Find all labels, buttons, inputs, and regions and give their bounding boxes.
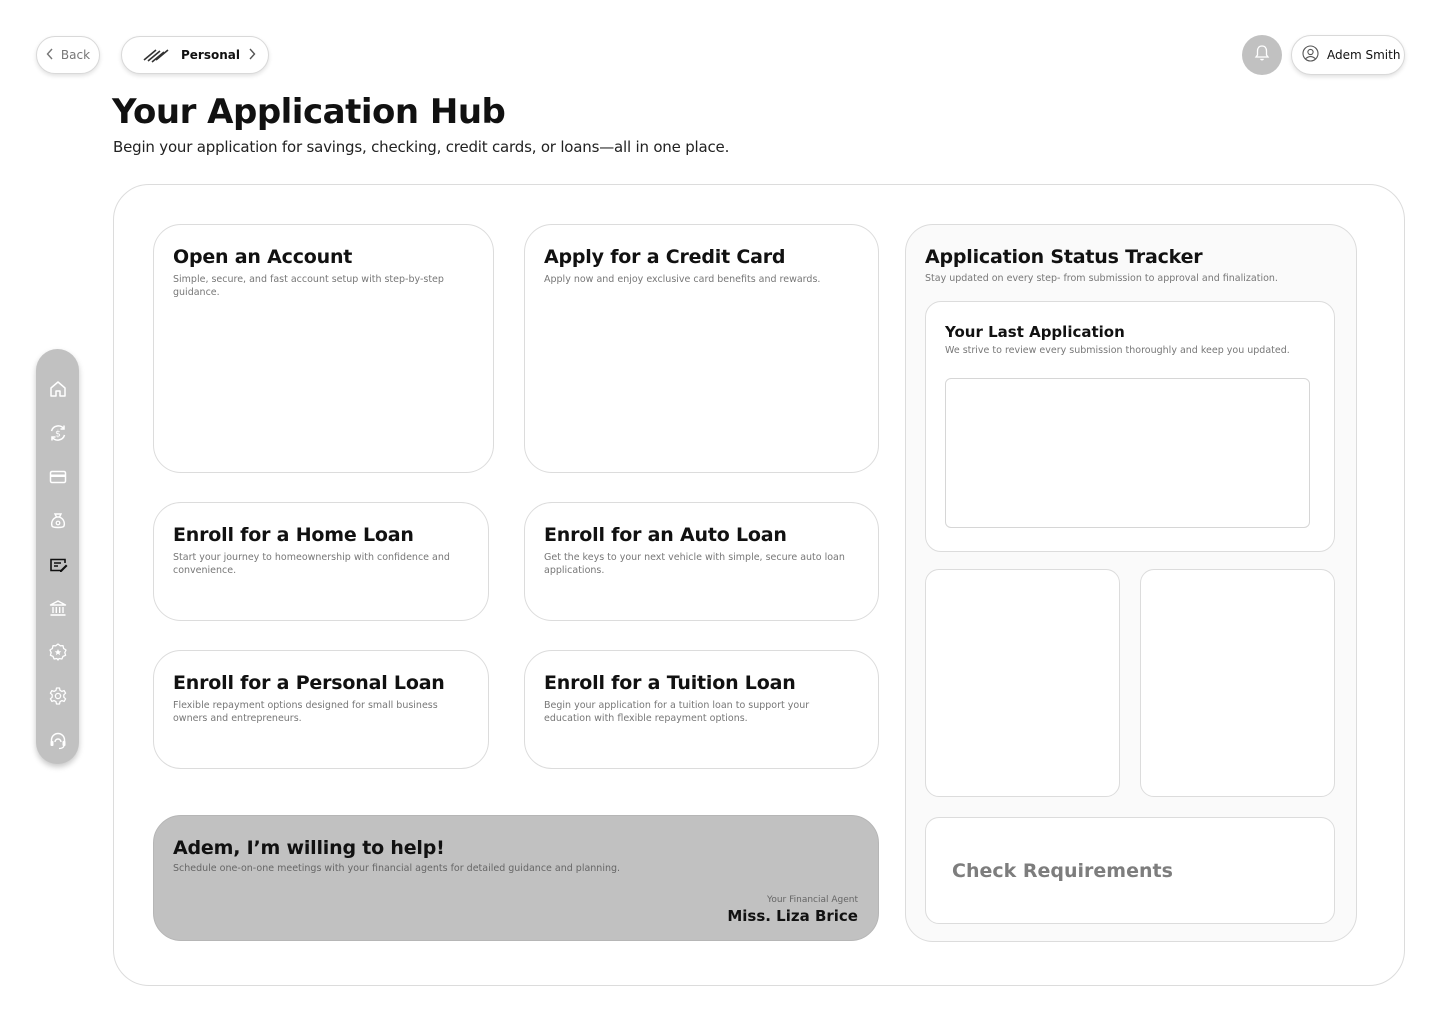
tracker-tile-left <box>925 569 1120 797</box>
money-bag-icon <box>48 511 68 535</box>
card-description: Get the keys to your next vehicle with simple, secure auto loan applications. <box>544 552 845 576</box>
chevron-right-icon <box>248 48 256 63</box>
sidebar-item-applications[interactable] <box>36 545 79 589</box>
sidebar-item-loans[interactable] <box>36 501 79 545</box>
user-avatar-icon <box>1302 45 1319 65</box>
tuition-loan-card[interactable] <box>524 650 879 769</box>
chevron-left-icon <box>46 48 54 63</box>
card-description: Begin your application for a tuition loan to support your education with flexible repayment options. <box>544 700 810 724</box>
card-description: Apply now and enjoy exclusive card benefits and rewards. <box>544 274 821 285</box>
tracker-tile-right <box>1140 569 1335 797</box>
card-title: Enroll for a Home Loan <box>173 524 414 546</box>
credit-card-icon <box>48 467 68 491</box>
card-description: Flexible repayment options designed for small business owners and entrepreneurs. <box>173 700 438 724</box>
personal-loan-card[interactable] <box>153 650 489 769</box>
card-title: Apply for a Credit Card <box>544 246 786 268</box>
persona-switcher[interactable] <box>121 36 269 74</box>
user-menu-button[interactable] <box>1291 35 1405 75</box>
svg-text:$: $ <box>54 429 61 440</box>
notifications-button[interactable] <box>1242 35 1282 75</box>
home-icon <box>48 379 68 403</box>
sidebar-nav <box>36 349 79 764</box>
persona-label: Personal <box>181 48 240 62</box>
agent-name: Miss. Liza Brice <box>727 907 858 925</box>
support-headset-icon <box>48 730 68 754</box>
back-button[interactable] <box>36 36 100 74</box>
page-subtitle: Begin your application for savings, checking, credit cards, or loans—all in one place. <box>113 138 730 156</box>
bell-icon <box>1253 44 1271 66</box>
bank-icon <box>48 598 68 622</box>
check-requirements-button[interactable]: Check Requirements <box>925 817 1335 924</box>
currency-exchange-icon <box>48 423 68 447</box>
agent-info <box>727 895 858 925</box>
tracker-description: Stay updated on every step- from submission to approval and finalization. <box>925 273 1278 284</box>
application-form-icon <box>48 555 68 579</box>
card-title: Enroll for an Auto Loan <box>544 524 787 546</box>
sidebar-item-home[interactable] <box>36 369 79 413</box>
sidebar-item-cards[interactable] <box>36 457 79 501</box>
sidebar-item-settings[interactable] <box>36 676 79 720</box>
help-title: Adem, I’m willing to help! <box>173 837 445 859</box>
badge-star-icon <box>48 642 68 666</box>
last-application-title: Your Last Application <box>945 323 1125 341</box>
help-description: Schedule one-on-one meetings with your financial agents for detailed guidance and planning. <box>173 863 621 874</box>
sidebar-item-rewards[interactable] <box>36 632 79 676</box>
back-label: Back <box>60 48 91 62</box>
sidebar-item-transfers[interactable] <box>36 413 79 457</box>
card-title: Enroll for a Personal Loan <box>173 672 445 694</box>
page-title: Your Application Hub <box>112 92 506 132</box>
sidebar-item-support[interactable] <box>36 720 79 764</box>
financial-agent-help-card[interactable] <box>153 815 879 941</box>
agent-label: Your Financial Agent <box>767 895 858 905</box>
credit-card-application-card[interactable] <box>524 224 879 473</box>
last-application-preview <box>945 378 1310 528</box>
card-title: Enroll for a Tuition Loan <box>544 672 796 694</box>
last-application-description: We strive to review every submission thoroughly and keep you updated. <box>945 345 1290 356</box>
home-loan-card[interactable] <box>153 502 489 621</box>
open-account-card[interactable] <box>153 224 494 473</box>
bank-logo-icon <box>142 47 170 63</box>
auto-loan-card[interactable] <box>524 502 879 621</box>
user-name: Adem Smith <box>1327 48 1401 62</box>
card-description: Start your journey to homeownership with confidence and convenience. <box>173 552 450 576</box>
card-description: Simple, secure, and fast account setup with step-by-step guidance. <box>173 274 444 298</box>
tracker-title: Application Status Tracker <box>925 246 1203 268</box>
settings-gear-icon <box>48 686 68 710</box>
card-title: Open an Account <box>173 246 353 268</box>
sidebar-item-bank[interactable] <box>36 588 79 632</box>
